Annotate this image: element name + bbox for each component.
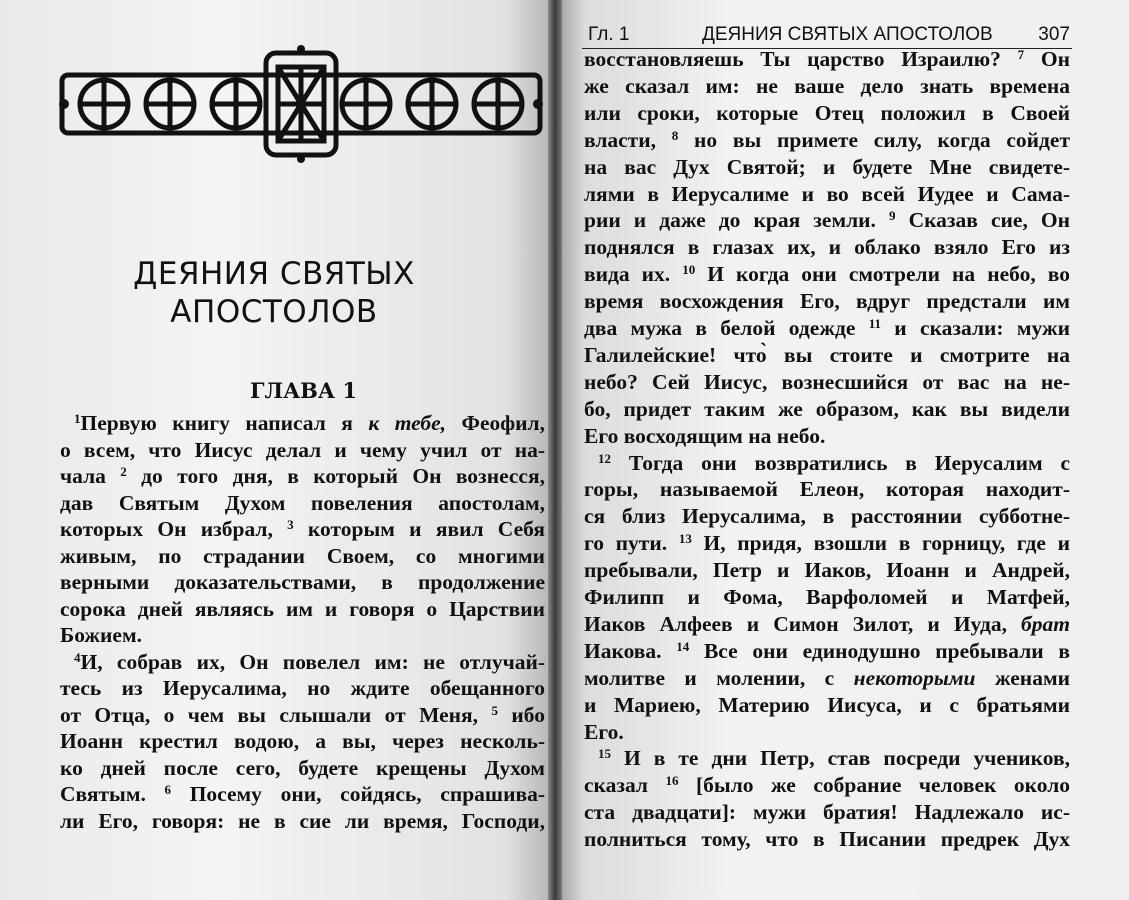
text-run: и Мариею, Материю Иисуса, и с братьями: [584, 692, 1070, 717]
text-run: ся близ Иерусалима, в расстоянии субботне-: [584, 504, 1070, 529]
text-line: [60, 756, 545, 781]
text-run: бо, придет таким же образом, как вы видели: [584, 396, 1070, 421]
text-line: [60, 729, 545, 754]
verse-number: 1: [74, 411, 81, 426]
verse-number: 7: [1017, 47, 1025, 62]
text-run: Божием.: [60, 623, 142, 647]
italic-text: некоторыми: [853, 665, 976, 690]
running-header: [582, 22, 1072, 49]
text-run: Филипп и Фома, Варфоломей и Матфей,: [584, 585, 1070, 609]
text-run: го пути.: [584, 531, 679, 556]
text-run: Сказав сие, Он: [895, 208, 1070, 233]
text-line: [74, 650, 545, 675]
text-line: [584, 128, 1070, 153]
text-run: женами: [975, 665, 1070, 690]
text-line: [584, 773, 1070, 798]
verse-number: 9: [889, 208, 896, 224]
text-run: [было же собрание человек около: [678, 773, 1071, 798]
verse-number: 14: [676, 638, 690, 654]
verse-number: 5: [491, 702, 498, 718]
text-run: которых Он избрал,: [60, 517, 288, 541]
text-run: сорока дней являясь им и говоря о Царствии: [60, 596, 545, 621]
text-line: [584, 155, 1070, 180]
text-run: Его восходящим на небо.: [584, 423, 826, 448]
text-line: [584, 262, 1070, 287]
page-number: 307: [1038, 24, 1070, 45]
italic-text: брат: [1021, 611, 1070, 636]
text-line: [584, 370, 1070, 395]
text-line: [60, 517, 545, 542]
text-run: пребывали, Петр и Иаков, Иоанн и Андрей,: [584, 558, 1070, 583]
text-run: на вас Дух Святой; и будете Мне свидете-: [584, 154, 1070, 179]
book-title-line1: ДЕЯНИЯ СВЯТЫХ: [133, 256, 415, 292]
text-run: власти,: [584, 127, 672, 152]
text-run: вида их.: [584, 262, 683, 287]
text-run: И когда они смотрели на небо, во: [695, 262, 1070, 287]
verse-number: 2: [120, 464, 127, 479]
verse-number: 3: [287, 517, 294, 532]
text-line: [74, 411, 545, 436]
text-line: [584, 693, 1070, 718]
text-line: [60, 623, 545, 648]
text-line: [584, 477, 1070, 502]
text-line: [584, 612, 1070, 637]
text-run: Феофил,: [446, 411, 545, 435]
text-line: [584, 558, 1070, 583]
text-run: и сказали: мужи: [880, 316, 1070, 340]
text-line: [584, 235, 1070, 260]
verse-number: 16: [665, 773, 679, 789]
text-run: ли Его, говоря: не в сие ли время, Господи,: [60, 808, 545, 833]
text-run: ко дней после сего, будете крещены Духом: [60, 755, 545, 780]
text-run: Все они единодушно пребывали в: [689, 638, 1070, 663]
text-line: [598, 451, 1070, 476]
text-run: Первую книгу написал я: [80, 411, 369, 435]
verse-number: 4: [74, 649, 81, 665]
text-run: Тогда они возвратились в Иерусалим с: [611, 450, 1070, 475]
text-line: [60, 676, 545, 701]
text-run: И в те дни Петр, став посреди учеников,: [611, 746, 1070, 771]
text-run: которым и явил Себя: [293, 517, 545, 541]
book-gutter: [548, 0, 562, 900]
text-line: [584, 639, 1070, 664]
text-line: [584, 47, 1070, 72]
text-run: сказал: [584, 773, 666, 798]
verse-number: 12: [598, 450, 611, 466]
text-run: лями в Иерусалиме и во всей Иудее и Сама-: [584, 181, 1070, 206]
verse-number: 6: [164, 782, 172, 797]
text-line: [60, 703, 545, 728]
verse-number: 10: [682, 262, 696, 278]
text-run: дав Святым Духом повеления апостолам,: [60, 490, 545, 515]
text-line: [584, 74, 1070, 99]
text-line: [584, 101, 1070, 126]
text-run: Иаков Алфеев и Симон Зилот, и Иуда,: [584, 611, 1022, 636]
text-run: И, придя, взошли в горницу, где и: [691, 531, 1070, 556]
text-run: чала: [60, 464, 121, 488]
text-line: [60, 570, 545, 595]
text-run: от Отца, о чем вы слышали от Меня,: [60, 702, 492, 727]
knotwork-headpiece-icon: [58, 45, 544, 163]
text-line: [60, 491, 545, 516]
text-run: два мужа в белой одежде: [584, 316, 869, 340]
right-page: [562, 0, 1129, 900]
verse-number: 8: [671, 127, 679, 143]
text-line: [60, 544, 545, 569]
text-line: [584, 504, 1070, 529]
text-line: [584, 800, 1070, 825]
text-line: [584, 585, 1070, 610]
text-run: живым, по страдании Своем, со многими: [60, 543, 545, 568]
text-run: небо? Сей Иисус, вознесшийся от вас на не-: [584, 369, 1070, 394]
book-title-line2: АПОСТОЛОВ: [170, 294, 378, 330]
text-run: или сроки, которые Отец положил в Своей: [584, 100, 1070, 125]
text-run: о всем, что Иисус делал и чему учил от на-: [60, 437, 545, 462]
italic-text: к тебе,: [368, 411, 447, 435]
text-run: Он: [1024, 47, 1070, 71]
verse-number: 11: [868, 316, 881, 331]
text-line: [584, 182, 1070, 207]
text-run: полниться тому, что в Писании предрек Дух: [584, 827, 1070, 852]
text-run: тесь из Иерусалима, но ждите обещанного: [60, 676, 545, 700]
text-run: же сказал им: не ваше дело знать времена: [584, 73, 1070, 98]
running-header-title: ДЕЯНИЯ СВЯТЫХ АПОСТОЛОВ: [702, 24, 993, 45]
text-run: Галилейские! что̀ вы стоите и смотрите на: [584, 342, 1070, 367]
chapter-heading: ГЛАВА 1: [250, 378, 357, 403]
text-run: Посему они, сойдясь, спрашива-: [171, 782, 545, 806]
text-line: [584, 720, 1070, 745]
text-line: [60, 597, 545, 622]
text-line: [60, 464, 545, 489]
text-run: Иакова.: [584, 638, 677, 663]
text-run: поднялся в глазах их, и облако взяло Его из: [584, 235, 1070, 260]
text-line: [584, 208, 1070, 233]
text-line: [584, 666, 1070, 691]
text-run: но вы примете силу, когда сойдет: [678, 127, 1071, 152]
text-line: [584, 424, 1070, 449]
text-line: [60, 782, 545, 807]
book-title: [0, 255, 548, 331]
text-run: ста двадцати]: мужи братия! Надлежало ис-: [584, 800, 1070, 825]
left-page: [0, 0, 548, 900]
text-run: верными доказательствами, в продолжение: [60, 570, 545, 594]
text-line: [584, 397, 1070, 422]
text-run: ибо: [497, 702, 545, 727]
text-line: [60, 438, 545, 463]
text-run: время восхождения Его, вдруг предстали им: [584, 289, 1070, 314]
text-run: И, собрав их, Он повелел им: не отлучай-: [80, 649, 545, 674]
text-line: [584, 343, 1070, 368]
verse-number: 15: [598, 746, 611, 762]
text-line: [584, 531, 1070, 556]
text-line: [584, 289, 1070, 314]
text-run: Святым.: [60, 782, 165, 806]
text-run: восстановляешь Ты царство Израилю?: [584, 47, 1018, 71]
text-run: молитве и молении, с: [584, 665, 854, 690]
text-line: [598, 746, 1070, 771]
text-line: [584, 316, 1070, 341]
text-run: Его.: [584, 719, 624, 744]
text-run: Иоанн крестил водою, а вы, через несколь-: [60, 729, 545, 753]
running-header-chapter: Гл. 1: [588, 24, 630, 45]
verse-number: 13: [678, 531, 692, 547]
text-line: [60, 809, 545, 834]
text-run: рии и даже до края земли.: [584, 208, 889, 233]
text-run: горы, называемой Елеон, которая находит-: [584, 477, 1070, 502]
text-line: [584, 827, 1070, 852]
text-run: до того дня, в который Он вознесся,: [126, 464, 545, 488]
